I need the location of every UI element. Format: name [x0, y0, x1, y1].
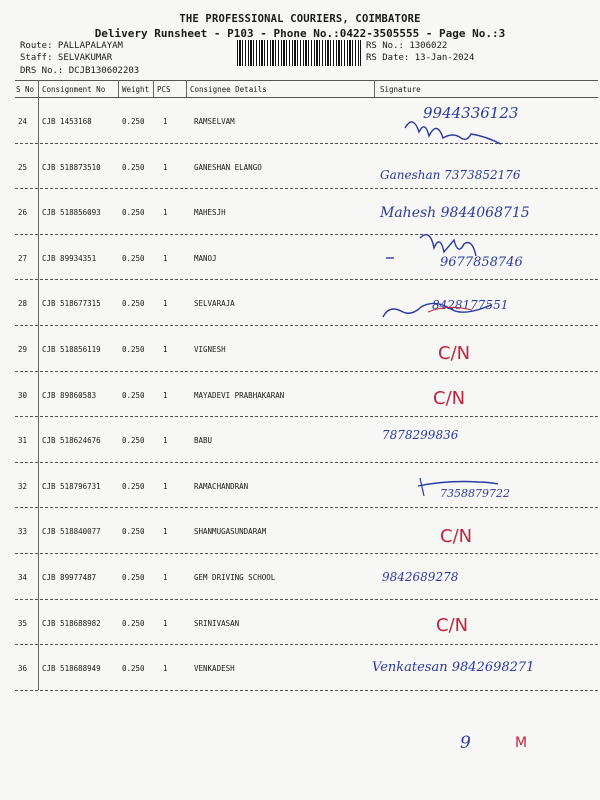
cn-mark: C/N — [436, 615, 469, 636]
col-signature: Signature — [380, 85, 421, 94]
row-consignment-no: CJB 89977487 — [42, 573, 97, 582]
row-pcs: 1 — [163, 162, 168, 172]
row-weight: 0.250 — [122, 618, 145, 628]
row-consignee: GANESHAN ELANGO — [194, 162, 262, 172]
rs-date: RS Date: 13-Jan-2024 — [366, 53, 475, 63]
row-consignee: SELVARAJA — [194, 299, 235, 309]
row-consignment-no: CJB 518677315 — [42, 299, 101, 309]
row-sno: 28 — [18, 299, 28, 309]
row-weight: 0.250 — [122, 481, 145, 491]
row-consignee: VENKADESH — [194, 664, 235, 674]
row-weight: 0.250 — [122, 390, 145, 400]
row-pcs: 1 — [163, 481, 168, 491]
row-consignee: MANOJ — [194, 253, 217, 263]
handwritten-signature: 9677858746 — [440, 255, 523, 270]
row-pcs: 1 — [163, 436, 168, 446]
row-pcs: 1 — [163, 664, 168, 674]
row-consignee: MAHESJH — [194, 208, 226, 218]
row-weight: 0.250 — [122, 117, 145, 126]
route-label: Route: PALLAPALAYAM — [20, 41, 123, 51]
row-weight: 0.250 — [122, 436, 145, 446]
row-pcs: 1 — [163, 573, 168, 582]
col-consignment: Consignment No — [42, 85, 106, 94]
runsheet-subtitle: Delivery Runsheet - P103 - Phone No.:0422-3505555 - Page No.:3 — [94, 27, 506, 40]
row-weight: 0.250 — [122, 253, 145, 263]
handwritten-signature: 9944336123 — [423, 104, 519, 122]
row-weight: 0.250 — [122, 345, 145, 354]
row-weight: 0.250 — [122, 527, 145, 537]
row-consignee: RAMSELVAM — [194, 117, 235, 126]
row-sno: 34 — [18, 573, 28, 582]
row-consignment-no: CJB 518688982 — [42, 618, 101, 628]
row-weight: 0.250 — [122, 208, 145, 218]
row-weight: 0.250 — [122, 162, 145, 172]
row-consignment-no: CJB 518624676 — [42, 436, 101, 446]
row-pcs: 1 — [163, 117, 168, 126]
rs-number: RS No.: 1306022 — [366, 41, 448, 51]
row-consignee: GEM DRIVING SCHOOL — [194, 573, 276, 582]
handwritten-signature: Venkatesan 9842698271 — [372, 660, 535, 675]
row-pcs: 1 — [163, 527, 168, 537]
row-sno: 25 — [18, 162, 28, 172]
row-consignment-no: CJB 518856093 — [42, 208, 101, 218]
row-pcs: 1 — [163, 253, 168, 263]
row-sno: 35 — [18, 618, 28, 628]
row-consignee: BABU — [194, 436, 213, 446]
row-consignment-no: CJB 518688949 — [42, 664, 101, 674]
row-sno: 29 — [18, 345, 28, 354]
row-weight: 0.250 — [122, 573, 145, 582]
row-pcs: 1 — [163, 390, 168, 400]
col-consignee: Consignee Details — [190, 85, 267, 94]
row-consignment-no: CJB 518840077 — [42, 527, 101, 537]
cn-mark: C/N — [433, 388, 466, 409]
footer-mark-2: M — [515, 735, 528, 751]
row-consignee: SHANMUGASUNDARAM — [194, 527, 267, 537]
row-sno: 26 — [18, 208, 28, 218]
row-weight: 0.250 — [122, 664, 145, 674]
row-consignment-no: CJB 518873510 — [42, 162, 101, 172]
drs-label: DRS No.: DCJB130602203 — [20, 66, 140, 76]
col-pcs: PCS — [157, 85, 171, 94]
row-consignment-no: CJB 518796731 — [42, 481, 101, 491]
col-sno: S No — [16, 85, 35, 94]
row-sno: 33 — [18, 527, 28, 537]
cn-mark: C/N — [438, 343, 471, 364]
row-pcs: 1 — [163, 299, 168, 309]
row-consignee: SRINIVASAN — [194, 618, 240, 628]
row-sno: 32 — [18, 481, 28, 491]
row-pcs: 1 — [163, 345, 168, 354]
row-consignee: MAYADEVI PRABHAKARAN — [194, 390, 285, 400]
row-consignment-no: CJB 518856119 — [42, 345, 101, 354]
handwritten-signature: Mahesh 9844068715 — [380, 205, 530, 221]
row-sno: 31 — [18, 436, 28, 446]
col-weight: Weight — [122, 85, 150, 94]
handwritten-signature: 8428177551 — [432, 298, 509, 312]
handwritten-signature: Ganeshan 7373852176 — [380, 168, 521, 182]
handwritten-signature: 9842689278 — [382, 570, 459, 584]
row-consignment-no: CJB 89860583 — [42, 390, 97, 400]
row-sno: 36 — [18, 664, 28, 674]
row-pcs: 1 — [163, 618, 168, 628]
staff-label: Staff: SELVAKUMAR — [20, 53, 113, 63]
row-sno: 30 — [18, 390, 28, 400]
row-pcs: 1 — [163, 208, 168, 218]
row-consignment-no: CJB 1453168 — [42, 117, 92, 126]
footer-mark-1: 9 — [460, 733, 471, 753]
row-sno: 24 — [18, 117, 28, 126]
cn-mark: C/N — [440, 526, 473, 547]
row-consignment-no: CJB 89934351 — [42, 253, 97, 263]
handwritten-signature: 7878299836 — [382, 428, 459, 442]
row-weight: 0.250 — [122, 299, 145, 309]
row-consignee: VIGNESH — [194, 345, 226, 354]
row-consignee: RAMACHANDRAN — [194, 481, 249, 491]
row-sno: 27 — [18, 253, 28, 263]
handwritten-signature: 7358879722 — [440, 487, 510, 500]
company-title: THE PROFESSIONAL COURIERS, COIMBATORE — [179, 13, 421, 25]
